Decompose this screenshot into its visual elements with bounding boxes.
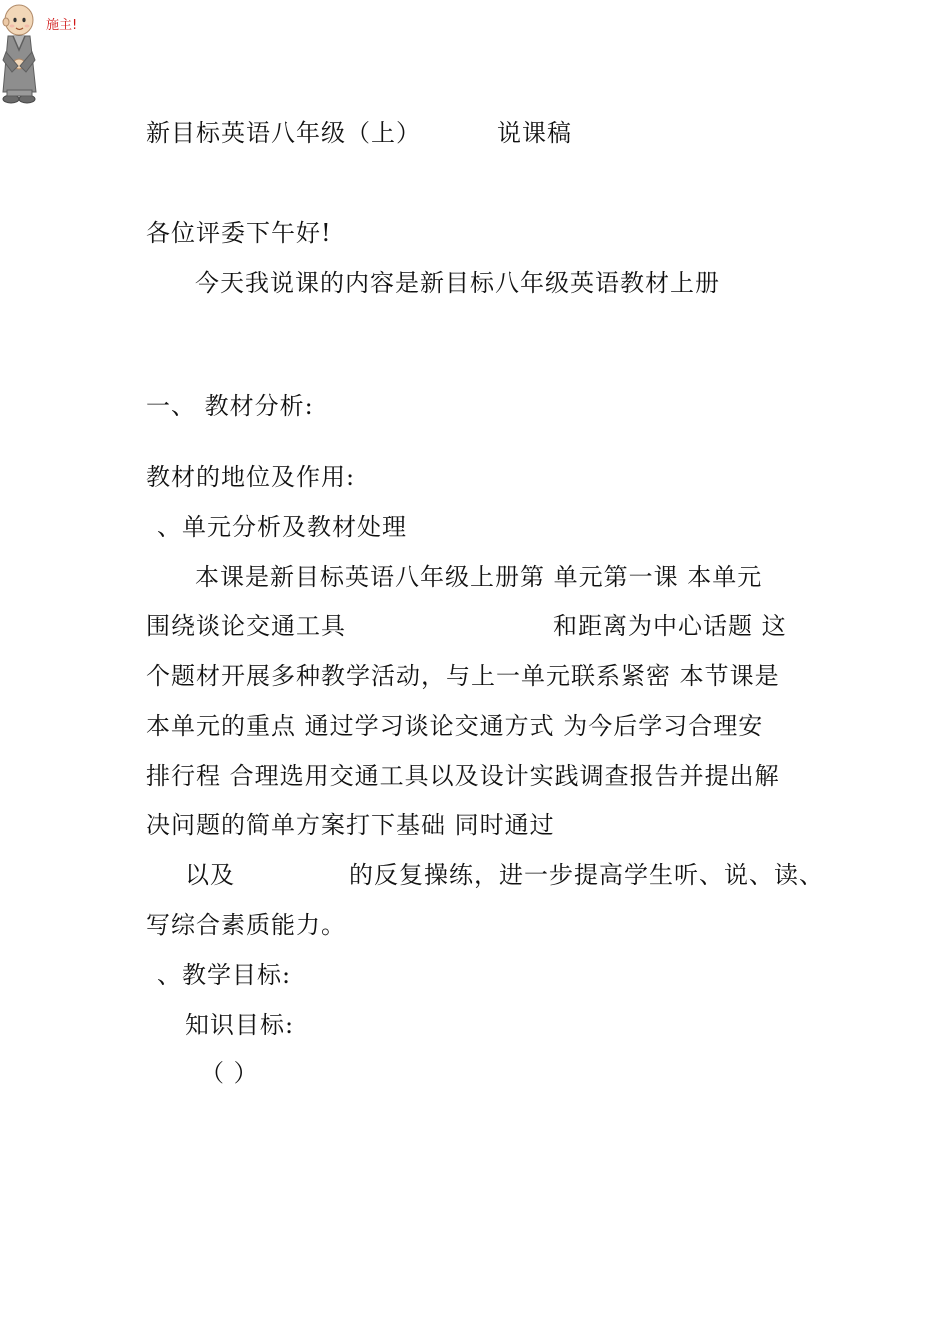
paragraph-line-2a: 围绕谈论交通工具	[146, 612, 346, 640]
subheading-role: 教材的地位及作用:	[146, 463, 356, 491]
paragraph-line-3: 个题材开展多种教学活动，与上一单元联系紧密 本节课是	[146, 662, 780, 690]
paragraph-line-7b: 的反复操练，进一步提高学生听、说、读、	[349, 861, 824, 889]
subheading-knowledge-goals: 知识目标:	[185, 1011, 295, 1039]
paragraph-line-6: 决问题的简单方案打下基础 同时通过	[146, 811, 555, 839]
paragraph-line-7a: 以及	[185, 861, 235, 889]
greeting: 各位评委下午好!	[146, 219, 332, 247]
mascot-caption: 施主!	[46, 18, 78, 33]
section-heading: 一、 教材分析:	[146, 392, 314, 420]
paragraph-line-2b: 和距离为中心话题 这	[553, 612, 787, 640]
intro-line: 今天我说课的内容是新目标八年级英语教材上册	[195, 269, 720, 297]
paragraph-line-8: 写综合素质能力。	[146, 911, 346, 939]
subheading-unit-analysis: 、单元分析及教材处理	[157, 513, 407, 541]
paragraph-line-1: 本课是新目标英语八年级上册第 单元第一课 本单元	[195, 563, 763, 591]
monk-cartoon-icon	[0, 0, 44, 112]
paragraph-line-5: 排行程 合理选用交通工具以及设计实践调查报告并提出解	[146, 762, 780, 790]
doc-title-right: 说课稿	[497, 119, 572, 147]
parenthesis-placeholder: （ ）	[200, 1059, 259, 1087]
subheading-teaching-goals: 、教学目标:	[157, 961, 292, 989]
doc-title-left: 新目标英语八年级（上）	[146, 119, 421, 147]
paragraph-line-4: 本单元的重点 通过学习谈论交通方式 为今后学习合理安	[146, 712, 764, 740]
